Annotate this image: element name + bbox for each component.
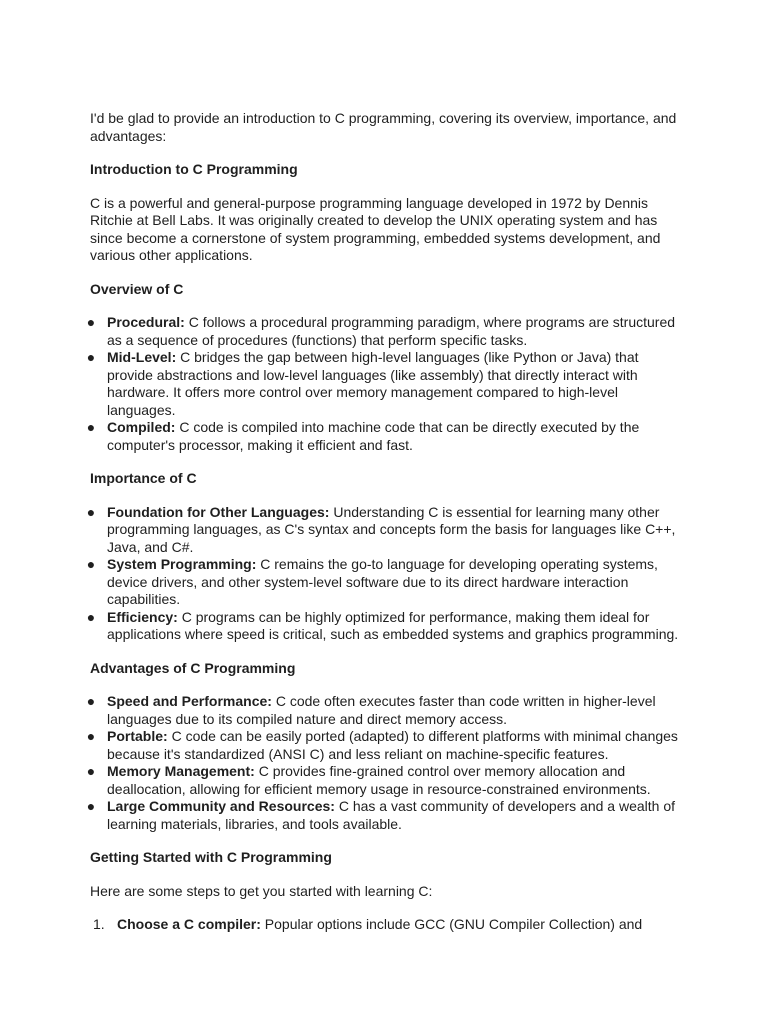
bullet-text: C remains the go-to language for developing operating systems, device drivers, and other system-level software due to its direct hardware interaction capabilities. (107, 556, 658, 607)
bullet-icon: ● (86, 314, 96, 330)
section-heading-importance: Importance of C (90, 470, 197, 486)
bullet-term: Portable: (107, 728, 168, 744)
overview-bullet-list (86, 314, 680, 454)
bullet-icon: ● (86, 798, 96, 814)
list-item (86, 556, 680, 609)
bullet-text: C has a vast community of developers and a wealth of learning materials, libraries, and tools available. (107, 798, 676, 832)
bullet-term: Large Community and Resources: (107, 798, 335, 814)
list-item (86, 798, 680, 833)
bullet-text: C code is compiled into machine code that can be directly executed by the computer's processor, making it efficient and fast. (107, 419, 640, 453)
list-item (86, 419, 680, 454)
step-term: Choose a C compiler: (117, 916, 261, 932)
bullet-text: C follows a procedural programming paradigm, where programs are structured as a sequence of procedures (functions) that perform specific tasks. (107, 314, 676, 348)
bullet-term: Speed and Performance: (107, 693, 272, 709)
bullet-icon: ● (86, 556, 96, 572)
list-item (90, 916, 680, 934)
list-item (86, 763, 680, 798)
section-paragraph-getting-started: Here are some steps to get you started with learning C: (90, 882, 433, 899)
step-text: Popular options include GCC (GNU Compiler Collection) and (260, 916, 643, 932)
bullet-term: System Programming: (107, 556, 257, 572)
bullet-text: C bridges the gap between high-level languages (like Python or Java) that provide abstractions and low-level languages (like assembly) that directly interact with hardware. It offers more control over memory management compared to high-level languages. (107, 349, 639, 418)
bullet-icon: ● (86, 349, 96, 365)
bullet-term: Efficiency: (107, 608, 178, 625)
bullet-icon: ● (86, 728, 96, 744)
bullet-text: Understanding C is essential for learning many other programming languages, as C's syntax and concepts form the basis for languages like C++, Java, and C#. (107, 503, 676, 555)
bullet-text: C programs can be highly optimized for performance, making them ideal for applications where speed is critical, such as embedded systems and graphics programming. (107, 608, 679, 642)
bullet-icon: ● (86, 693, 96, 709)
bullet-term: Compiled: (107, 419, 176, 435)
section-heading-introduction: Introduction to C Programming (90, 161, 298, 177)
step-number: 1. (93, 916, 105, 932)
bullet-text: C code can be easily ported (adapted) to different platforms with minimal changes because it's standardized (ANSI C) and less reliant on machine-specific features. (107, 728, 678, 762)
bullet-text: C code often executes faster than code written in higher-level languages due to its compiled nature and direct memory access. (107, 693, 656, 727)
bullet-term: Mid-Level: (107, 349, 177, 365)
section-heading-getting-started: Getting Started with C Programming (90, 849, 332, 865)
bullet-term: Procedural: (107, 314, 185, 330)
list-item (86, 314, 680, 349)
importance-bullet-list (86, 503, 680, 644)
list-item (86, 608, 680, 644)
document-page (86, 110, 680, 934)
bullet-term: Foundation for Other Languages: (107, 503, 330, 520)
bullet-term: Memory Management: (107, 763, 255, 779)
getting-started-step-list (90, 916, 680, 934)
bullet-text: C provides fine-grained control over memory allocation and deallocation, allowing for efficient memory usage in resource-constrained environments. (107, 763, 651, 797)
section-paragraph-introduction: C is a powerful and general-purpose programming language developed in 1972 by Dennis Ritchie at Bell Labs. It was originally created to develop the UNIX operating system and has since become a cornerstone of system programming, embedded systems development, and various other applications. (90, 194, 661, 263)
list-item (86, 728, 680, 763)
section-heading-advantages: Advantages of C Programming (90, 659, 296, 676)
bullet-icon: ● (86, 763, 96, 779)
list-item (86, 349, 680, 419)
section-heading-overview: Overview of C (90, 280, 184, 297)
bullet-icon: ● (86, 608, 96, 625)
advantages-bullet-list (86, 693, 680, 833)
bullet-icon: ● (86, 419, 96, 435)
intro-paragraph: I'd be glad to provide an introduction to C programming, covering its overview, importance, and advantages: (90, 110, 677, 144)
list-item (86, 693, 680, 728)
bullet-icon: ● (86, 503, 96, 520)
list-item (86, 503, 680, 557)
